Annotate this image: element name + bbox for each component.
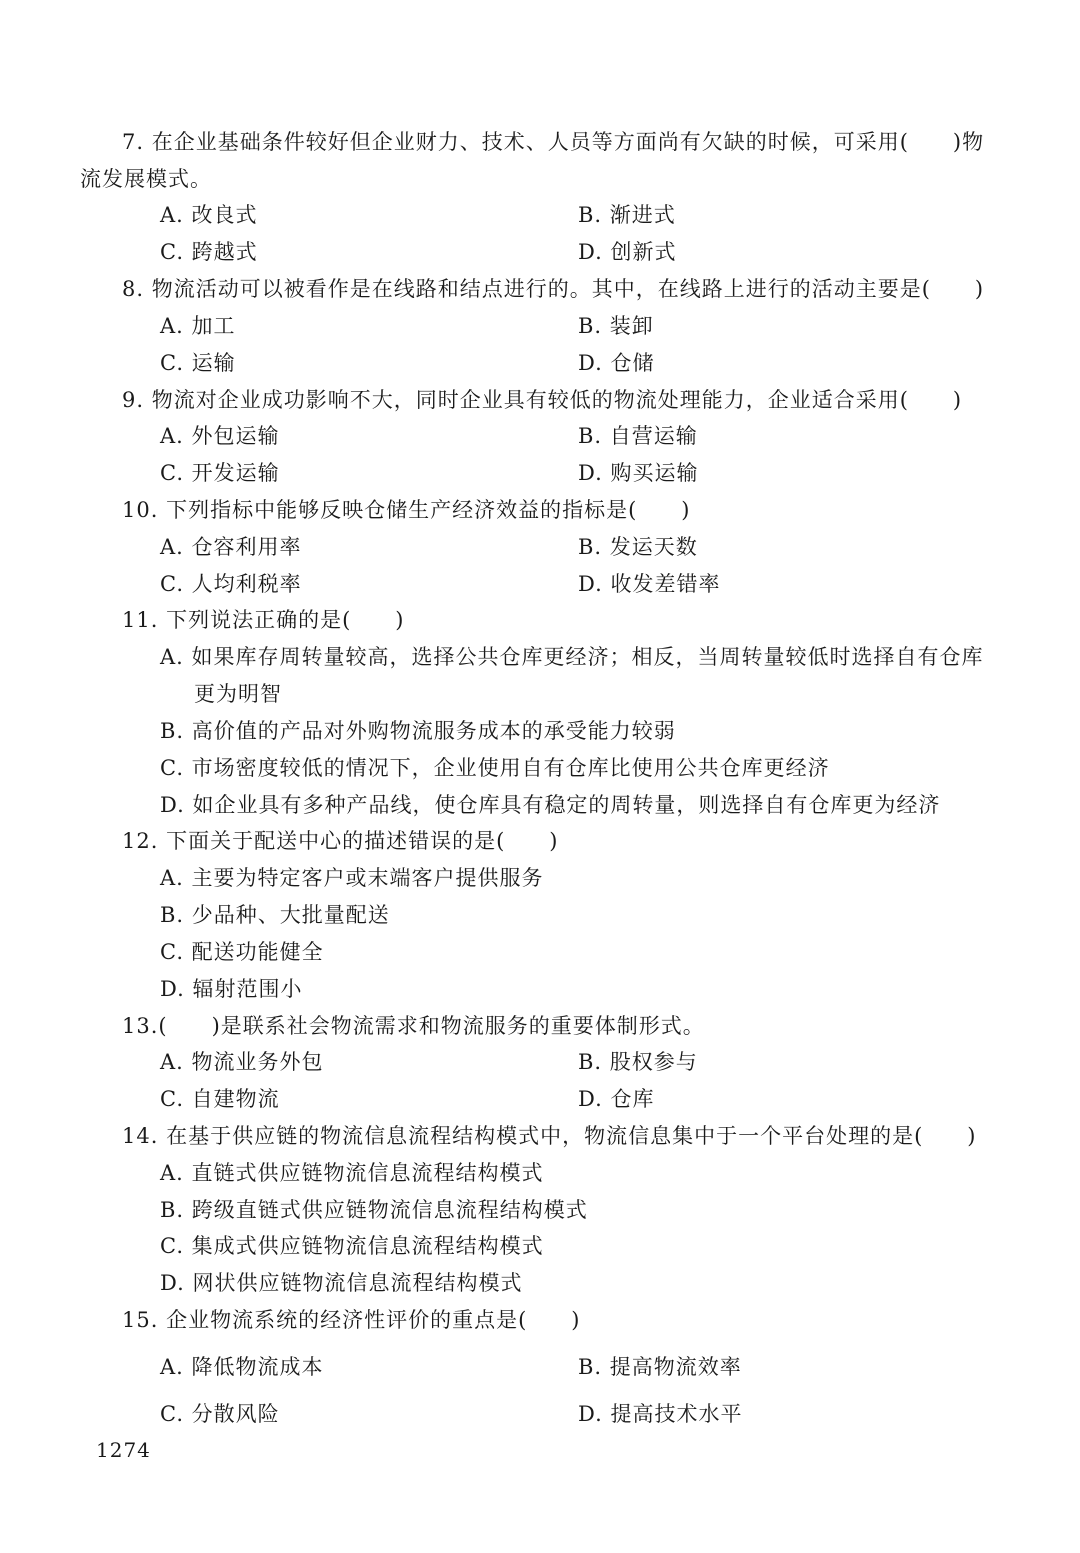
question-12-option-a: A. 主要为特定客户或末端客户提供服务 [160,866,544,890]
question-13-option-c: C. 自建物流 [160,1087,280,1111]
question-9-stem: 9. 物流对企业成功影响不大，同时企业具有较低的物流处理能力，企业适合采用( ) [122,388,963,412]
question-12-option-b: B. 少品种、大批量配送 [160,903,390,927]
question-11-stem: 11. 下列说法正确的是( ) [122,608,405,632]
question-13-option-b: B. 股权参与 [578,1050,698,1074]
question-9-option-a: A. 外包运输 [160,424,280,448]
question-7-option-c: C. 跨越式 [160,240,258,264]
page-number: 1274 [96,1438,151,1462]
question-7-option-d: D. 创新式 [578,240,677,264]
question-14-option-d: D. 网状供应链物流信息流程结构模式 [160,1271,523,1295]
question-8-stem: 8. 物流活动可以被看作是在线路和结点进行的。其中，在线路上进行的活动主要是( ) [122,277,985,301]
question-9-option-c: C. 开发运输 [160,461,280,485]
question-11-option-a: A. 如果库存周转量较高，选择公共仓库更经济；相反，当周转量较低时选择自有仓库 [160,645,984,669]
question-13-option-a: A. 物流业务外包 [160,1050,324,1074]
question-8-option-b: B. 装卸 [578,314,654,338]
question-15-option-d: D. 提高技术水平 [578,1402,743,1426]
question-15-option-c: C. 分散风险 [160,1402,280,1426]
question-10-stem: 10. 下列指标中能够反映仓储生产经济效益的指标是( ) [122,498,691,522]
question-8-option-a: A. 加工 [160,314,236,338]
question-15-option-a: A. 降低物流成本 [160,1355,324,1379]
question-13-option-d: D. 仓库 [578,1087,655,1111]
question-11-option-a-continuation: 更为明智 [194,682,282,706]
question-10-option-a: A. 仓容利用率 [160,535,302,559]
question-7-option-b: B. 渐进式 [578,203,676,227]
question-10-option-d: D. 收发差错率 [578,572,721,596]
question-7-option-a: A. 改良式 [160,203,258,227]
question-14-option-b: B. 跨级直链式供应链物流信息流程结构模式 [160,1198,588,1222]
question-13-stem: 13.( )是联系社会物流需求和物流服务的重要体制形式。 [122,1014,705,1038]
question-9-option-b: B. 自营运输 [578,424,698,448]
question-12-stem: 12. 下面关于配送中心的描述错误的是( ) [122,829,559,853]
question-12-option-d: D. 辐射范围小 [160,977,303,1001]
question-15-stem: 15. 企业物流系统的经济性评价的重点是( ) [122,1308,581,1332]
question-12-option-c: C. 配送功能健全 [160,940,324,964]
question-10-option-c: C. 人均利税率 [160,572,302,596]
question-8-option-d: D. 仓储 [578,351,655,375]
question-9-option-d: D. 购买运输 [578,461,699,485]
question-10-option-b: B. 发运天数 [578,535,698,559]
question-7-stem: 7. 在企业基础条件较好但企业财力、技术、人员等方面尚有欠缺的时候，可采用( )物 [122,130,985,154]
question-11-option-d: D. 如企业具有多种产品线，使仓库具有稳定的周转量，则选择自有仓库更为经济 [160,793,941,817]
question-14-stem: 14. 在基于供应链的物流信息流程结构模式中，物流信息集中于一个平台处理的是( ) [122,1124,977,1148]
question-14-option-c: C. 集成式供应链物流信息流程结构模式 [160,1234,544,1258]
question-15-option-b: B. 提高物流效率 [578,1355,742,1379]
question-11-option-b: B. 高价值的产品对外购物流服务成本的承受能力较弱 [160,719,676,743]
question-11-option-c: C. 市场密度较低的情况下，企业使用自有仓库比使用公共仓库更经济 [160,756,830,780]
question-8-option-c: C. 运输 [160,351,236,375]
question-7-stem-continuation: 流发展模式。 [80,167,212,191]
question-14-option-a: A. 直链式供应链物流信息流程结构模式 [160,1161,544,1185]
